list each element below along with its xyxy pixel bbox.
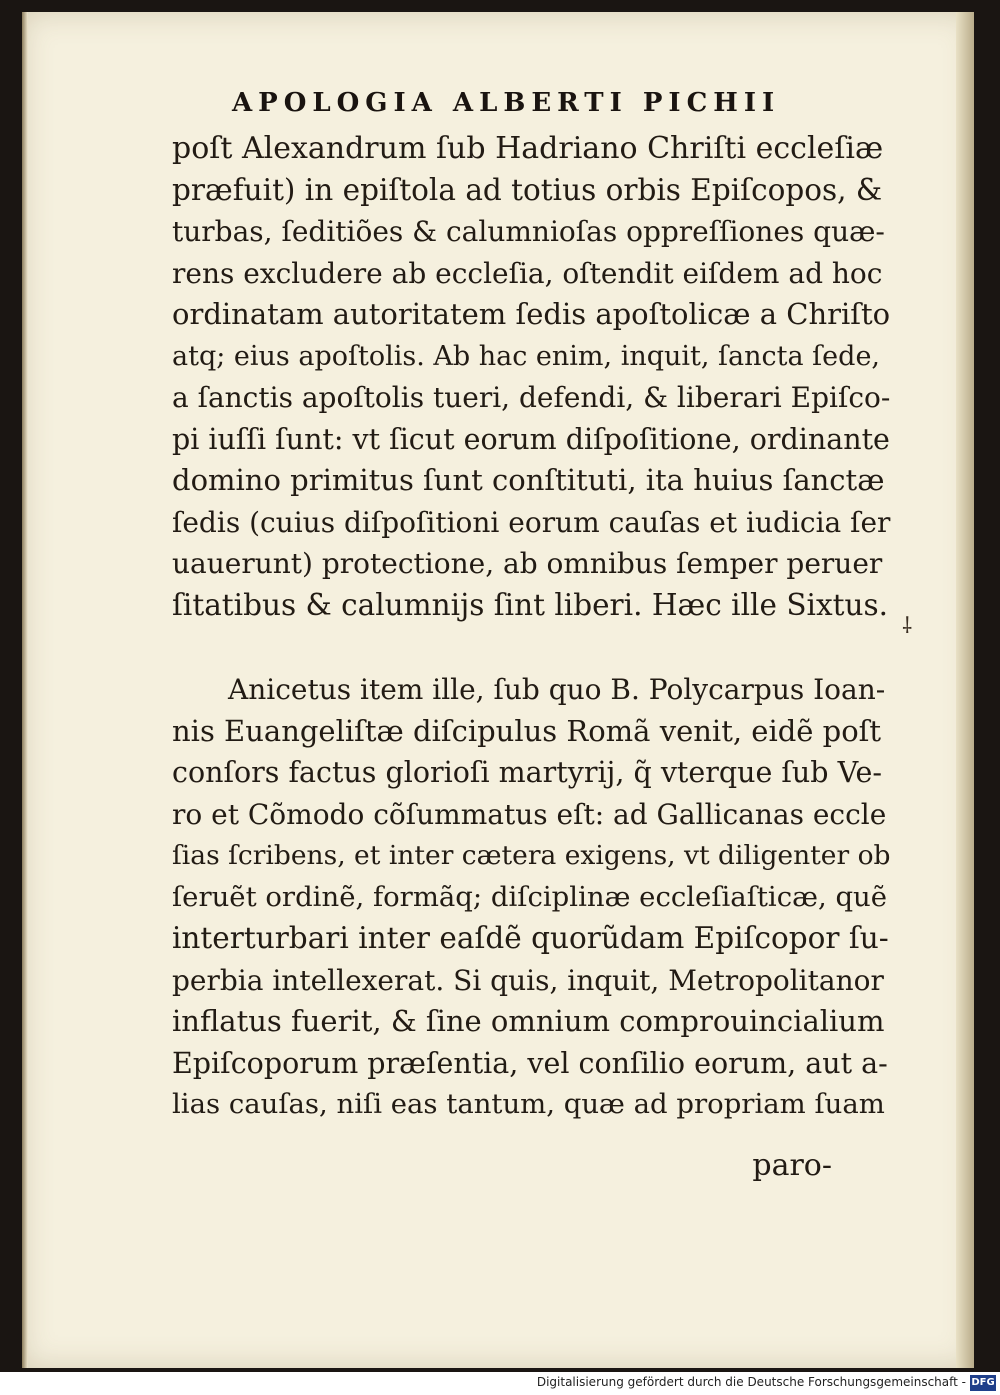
text-line: poſt Alexandrum ſub Hadriano Chriſti eccleſiæ [172,131,884,166]
text-line: atq; eius apoſtolis. Ab hac enim, inquit, ſancta ſede, [172,340,880,372]
text-line: perbia intellexerat. Si quis, inquit, Metropolitanor [172,963,884,997]
text-line: inflatus fuerit, & ſine omnium comprouincialium [172,1004,885,1038]
text-line: pi iuſſi ſunt: vt ſicut eorum diſpoſitione, ordinante [172,422,890,456]
catchword: paro- [752,1148,832,1183]
dfg-logo-icon: DFG [970,1375,996,1391]
text-line: uauerunt) protectione, ab omnibus ſemper peruer [172,547,883,580]
book-page [22,12,974,1368]
text-line: ſeruẽt ordinẽ, formãq; diſciplinæ eccleſiaſticæ, quẽ [172,880,888,913]
text-line: rens excludere ab eccleſia, oſtendit eiſdem ad hoc [172,256,883,290]
text-line: ſias ſcribens, et inter cætera exigens, vt diligenter ob [172,840,891,871]
footer-bar [0,1372,1000,1395]
text-line: interturbari inter eaſdẽ quorũdam Epiſcopor ſu- [172,921,889,955]
text-line: conſors factus glorioſi martyrij, q̃ vterque ſub Ve- [172,756,883,789]
running-head: APOLOGIA ALBERTI PICHII [232,88,781,118]
footer-credit: Digitalisierung gefördert durch die Deutsche Forschungsgemeinschaft - [536,1375,966,1389]
text-line: ro et Cõmodo cõſummatus eſt: ad Gallicanas eccle [172,797,887,831]
body-text [172,128,892,1126]
text-line: ſitatibus & calumnijs ſint liberi. Hæc ille Sixtus. [172,587,888,622]
text-line: Anicetus item ille, ſub quo B. Polycarpus Ioan- [228,673,886,706]
paragraph-gap [172,626,892,669]
text-line: præfuit) in epiſtola ad totius orbis Epiſcopos, & [172,172,883,207]
text-line: domino primitus ſunt conſtituti, ita huius ſanctæ [172,463,885,497]
text-line: ordinatam autoritatem ſedis apoſtolicæ a Chriſto [172,297,891,331]
text-line: turbas, ſeditiões & calumnioſas oppreſſiones quæ- [172,215,885,248]
page-fore-edge [956,12,974,1368]
text-line: nis Euangeliſtæ diſcipulus Romã venit, eidẽ poſt [172,713,882,748]
text-line: ſedis (cuius diſpoſitioni eorum cauſas et iudicia ſer [172,505,891,539]
text-line: a ſanctis apoſtolis tueri, defendi, & liberari Epiſco- [172,381,891,414]
page-gutter [22,12,28,1368]
text-line: lias cauſas, niſi eas tantum, quæ ad propriam ſuam [172,1088,885,1120]
ink-mark: ⸸ [902,614,913,639]
text-line: Epiſcoporum præſentia, vel conſilio eorum, aut a- [172,1046,888,1080]
